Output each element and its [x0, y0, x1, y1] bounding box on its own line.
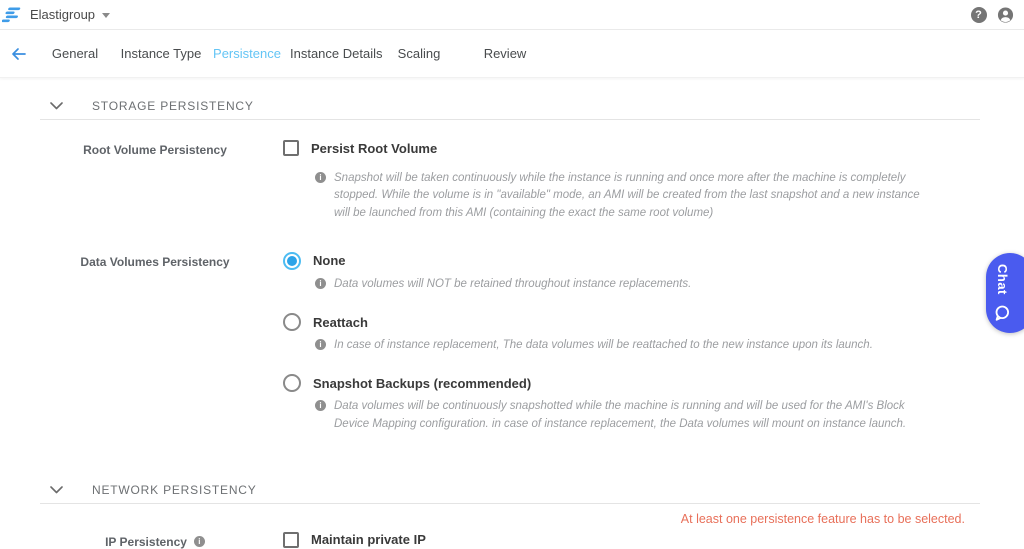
wizard-tab-bar [0, 30, 1024, 78]
ip-persistency-label: IP Persistency [105, 534, 187, 549]
persist-root-volume-checkbox-row[interactable] [283, 140, 934, 156]
tab-instance-details[interactable]: Instance Details [290, 46, 383, 61]
help-icon: ? [971, 7, 987, 23]
network-section-title: NETWORK PERSISTENCY [92, 482, 257, 497]
radio-none[interactable] [283, 252, 301, 270]
top-bar [0, 0, 1024, 30]
product-name: Elastigroup [30, 7, 96, 22]
reattach-info [315, 337, 934, 354]
info-icon: i [315, 172, 326, 183]
maintain-private-ip-checkbox-row[interactable] [283, 532, 426, 548]
snapshot-backups-info [315, 398, 934, 433]
persist-root-volume-checkbox[interactable] [283, 140, 299, 156]
snapshot-backups-info-text: Data volumes will be continuously snapshotted while the machine is running and will be used for the AMI's Block Device Mapping configuration. in case of instance replacement, the Data volumes will mount on instance launch. [334, 400, 907, 430]
data-volumes-row [0, 252, 1024, 453]
radio-reattach-row[interactable] [283, 313, 934, 331]
collapse-chevron-icon[interactable] [50, 99, 64, 113]
persist-root-volume-label: Persist Root Volume [311, 140, 438, 156]
chat-bubble-icon [993, 304, 1011, 322]
account-button[interactable] [997, 6, 1014, 23]
radio-snapshot-backups-label: Snapshot Backups (recommended) [313, 375, 532, 391]
info-icon: i [315, 400, 326, 411]
data-volumes-label: Data Volumes Persistency [80, 254, 230, 269]
maintain-private-ip-label: Maintain private IP [311, 532, 426, 548]
radio-snapshot-backups[interactable] [283, 374, 301, 392]
radio-none-row[interactable] [283, 252, 934, 270]
root-volume-info [315, 170, 934, 222]
network-section-header [50, 479, 1024, 501]
info-icon: i [315, 278, 326, 289]
storage-section-header [50, 95, 1024, 117]
chat-button[interactable] [986, 253, 1024, 333]
tab-review[interactable]: Review [483, 46, 527, 61]
ip-persistency-info-icon[interactable]: i [194, 536, 205, 547]
root-volume-info-text: Snapshot will be taken continuously while the instance is running and once more after the machine is completely stopped. While the volume is in "available" mode, an AMI will be created from the last snapshot and a new instance will be launched from this AMI (containing the exact the same root volume) [334, 172, 920, 219]
radio-reattach[interactable] [283, 313, 301, 331]
elastigroup-logo-icon [2, 5, 26, 25]
root-volume-row [0, 140, 1024, 222]
account-icon [997, 6, 1014, 24]
help-button[interactable] [970, 6, 987, 23]
tab-instance-type[interactable]: Instance Type [120, 46, 202, 61]
tab-scaling[interactable]: Scaling [397, 46, 441, 61]
tab-persistence[interactable]: Persistence [213, 46, 281, 61]
reattach-info-text: In case of instance replacement, The data volumes will be reattached to the new instance upon its launch. [334, 339, 873, 351]
maintain-private-ip-checkbox[interactable] [283, 532, 299, 548]
divider [40, 119, 980, 120]
option-snapshot-backups [283, 374, 934, 433]
validation-message: At least one persistence feature has to be selected. [680, 512, 965, 526]
radio-none-label: None [313, 253, 346, 269]
radio-reattach-label: Reattach [313, 314, 368, 330]
radio-snapshot-backups-row[interactable] [283, 374, 934, 392]
back-arrow-icon[interactable] [4, 46, 32, 62]
option-reattach [283, 313, 934, 354]
chat-label: Chat [995, 264, 1010, 295]
option-none [283, 252, 934, 293]
root-volume-label: Root Volume Persistency [83, 143, 227, 157]
storage-section-title: STORAGE PERSISTENCY [92, 99, 254, 113]
info-icon: i [315, 339, 326, 350]
product-switcher[interactable] [30, 7, 110, 22]
ip-persistency-row [0, 532, 1024, 549]
collapse-chevron-icon[interactable] [50, 483, 64, 497]
tab-general[interactable]: General [51, 46, 99, 61]
none-info [315, 276, 934, 293]
persistence-form [0, 95, 1024, 549]
divider [40, 503, 980, 504]
none-info-text: Data volumes will NOT be retained throughout instance replacements. [334, 277, 692, 290]
chevron-down-icon [102, 13, 110, 18]
